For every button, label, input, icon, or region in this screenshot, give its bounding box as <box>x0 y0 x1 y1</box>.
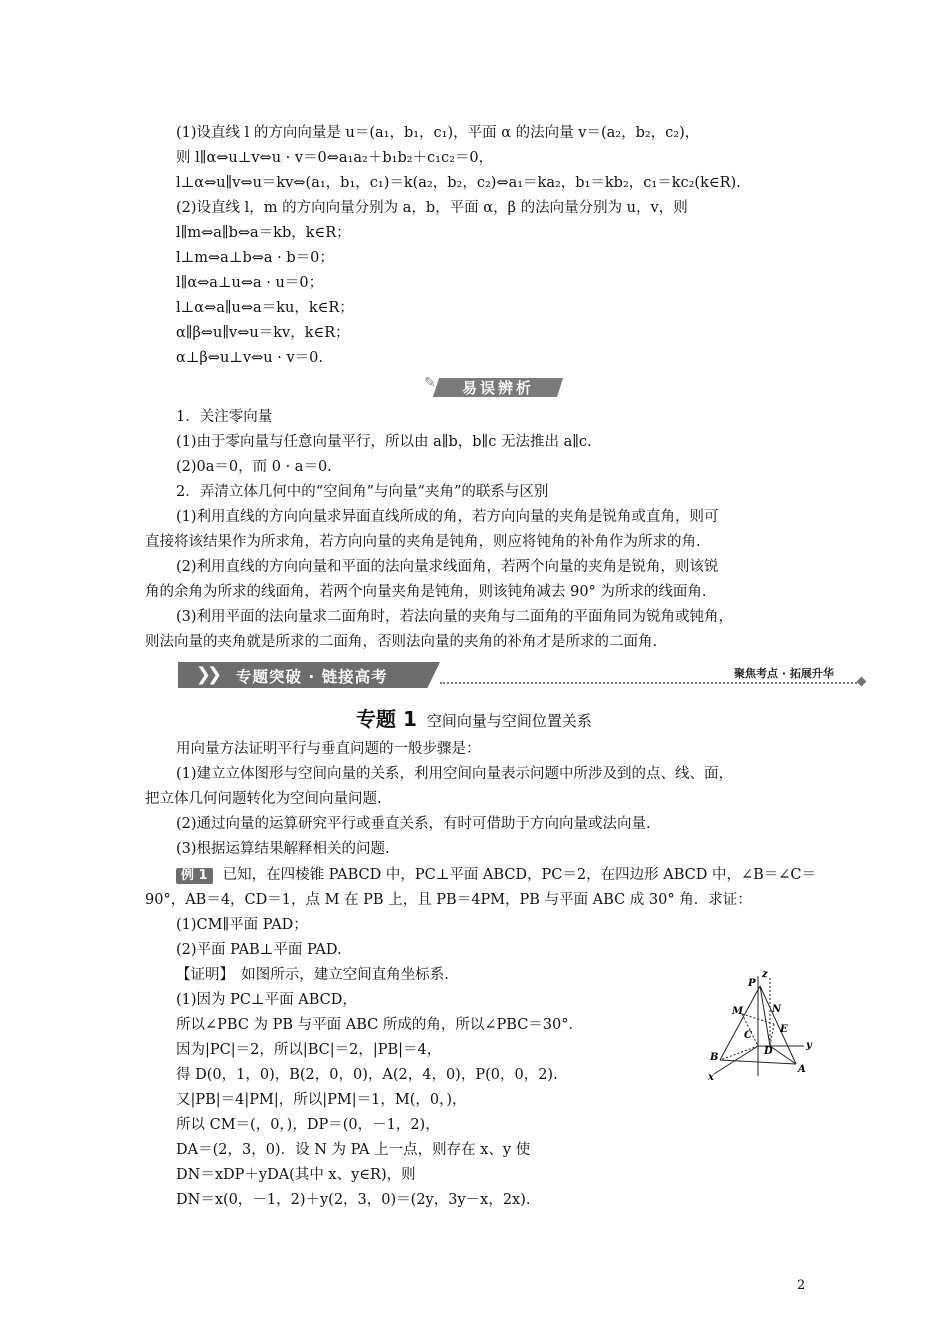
example-badge: 例 1 <box>176 868 213 884</box>
text-line: (2)通过向量的运算研究平行或垂直关系，有时可借助于方向向量或法向量. <box>176 816 651 832</box>
text-line: (1)由于零向量与任意向量平行，所以由 a∥b，b∥c 无法推出 a∥c. <box>176 434 592 450</box>
section-banner-errors <box>424 375 564 399</box>
label-e: E <box>780 1024 788 1035</box>
example-text: 已知，在四棱锥 PABCD 中，PC⊥平面 ABCD，PC＝2，在四边形 ABCD 中，∠B＝∠C＝ <box>222 867 817 883</box>
text-line: 得 D(0，1，0)，B(2，0，0)，A(2，4，0)，P(0，0，2). <box>176 1067 558 1083</box>
page-number: 2 <box>797 1278 806 1293</box>
text-line: DA＝(2，3，0)．设 N 为 PA 上一点，则存在 x、y 使 <box>176 1142 531 1158</box>
text-line: l∥α⇔a⊥u⇔a · u＝0； <box>176 275 324 291</box>
text-line: 则法向量的夹角就是所求的二面角，否则法向量的夹角的补角才是所求的二面角. <box>145 634 658 650</box>
text-line: 又|PB|＝4|PM|，所以|PM|＝1，M(，0，)， <box>176 1092 467 1108</box>
text-line: DN＝x(0，－1，2)＋y(2，3，0)＝(2y，3y－x，2x). <box>176 1192 531 1208</box>
text-line: (1)CM∥平面 PAD； <box>176 917 308 933</box>
label-c: C <box>744 1030 752 1041</box>
text-line: 角的余角为所求的线面角，若两个向量夹角是钝角，则该钝角减去 90° 为所求的线面角. <box>145 584 707 600</box>
dotted-divider <box>440 682 860 684</box>
text-line: (1)建立立体图形与空间向量的关系，利用空间向量表示问题中所涉及到的点、线、面， <box>176 766 734 782</box>
text-line: 2．弄清立体几何中的“空间角”与向量“夹角”的联系与区别 <box>176 484 549 500</box>
topic-subtitle: 空间向量与空间位置关系 <box>426 712 592 730</box>
text-line: (1)设直线 l 的方向向量是 u＝(a₁，b₁，c₁)，平面 α 的法向量 v＝(a₂，b₂，c₂)， <box>176 125 700 141</box>
label-x: x <box>708 1072 714 1083</box>
text-line: (3)利用平面的法向量求二面角时，若法向量的夹角与二面角的平面角同为锐角或钝角， <box>176 609 734 625</box>
text-line: (3)根据运算结果解释相关的问题. <box>176 841 390 857</box>
label-b: B <box>710 1052 719 1063</box>
label-a: A <box>798 1064 806 1075</box>
text-line: (1)因为 PC⊥平面 ABCD， <box>176 992 357 1008</box>
section-tagline: 聚焦考点 · 拓展升华 <box>734 667 834 680</box>
pyramid-figure <box>700 968 820 1083</box>
text-line: 【证明】 如图所示，建立空间直角坐标系. <box>176 967 449 983</box>
text-line: l⊥α⇔a∥u⇔a＝ku，k∈R； <box>176 300 354 316</box>
example-line <box>176 866 816 884</box>
section-title: 专题突破 · 链接高考 <box>236 668 388 686</box>
section-title: 易误辨析 <box>461 379 534 397</box>
text-line: (2)设直线 l，m 的方向向量分别为 a，b，平面 α，β 的法向量分别为 u，v，则 <box>176 200 688 216</box>
text-line: 所以∠PBC 为 PB 与平面 ABC 所成的角，所以∠PBC＝30°． <box>176 1017 583 1033</box>
text-line: l∥m⇔a∥b⇔a＝kb，k∈R； <box>176 225 351 241</box>
pencil-icon: ✎ <box>424 375 436 391</box>
text-line: (1)利用直线的方向向量求异面直线所成的角，若方向向量的夹角是锐角或直角，则可 <box>176 509 719 525</box>
diamond-icon <box>857 677 867 687</box>
text-line: 因为|PC|＝2，所以|BC|＝2，|PB|＝4， <box>176 1042 442 1058</box>
label-m: M <box>732 1006 744 1017</box>
text-line: α⊥β⇔u⊥v⇔u · v＝0. <box>176 350 323 366</box>
text-line: (2)平面 PAB⊥平面 PAD. <box>176 942 342 958</box>
text-line: 直接将该结果作为所求角，若方向向量的夹角是钝角，则应将钝角的补角作为所求的角. <box>145 534 701 550</box>
topic-heading <box>356 703 592 732</box>
text-line: 则 l∥α⇔u⊥v⇔u · v＝0⇔a₁a₂＋b₁b₂＋c₁c₂＝0， <box>176 150 494 166</box>
section-banner-topics <box>178 662 868 690</box>
topic-number: 专题 1 <box>356 707 417 731</box>
text-line: 所以 CM＝(，0，)，DP＝(0，－1，2)， <box>176 1117 440 1133</box>
label-z: z <box>762 969 768 980</box>
label-n: N <box>772 1004 782 1015</box>
text-line: 把立体几何问题转化为空间向量问题. <box>145 791 382 807</box>
text-line: (2)0a＝0，而 0 · a＝0. <box>176 459 332 475</box>
text-line: α∥β⇔u∥v⇔u＝kv，k∈R； <box>176 325 350 341</box>
text-line: l⊥m⇔a⊥b⇔a · b＝0； <box>176 250 334 266</box>
text-line: 90°，AB＝4，CD＝1，点 M 在 PB 上，且 PB＝4PM，PB 与平面 ABC 成 30° 角．求证： <box>145 892 752 908</box>
text-line: l⊥α⇔u∥v⇔u＝kv⇔(a₁，b₁，c₁)＝k(a₂，b₂，c₂)⇔a₁＝ka₂，b₁＝kb₂，c₁＝kc₂(k∈R). <box>176 175 741 191</box>
label-d: D <box>764 1046 773 1057</box>
label-p: P <box>748 978 756 989</box>
text-line: DN＝xDP＋yDA(其中 x、y∈R)，则 <box>176 1167 416 1183</box>
text-line: 1．关注零向量 <box>176 409 273 425</box>
text-line: 用向量方法证明平行与垂直问题的一般步骤是： <box>176 741 481 757</box>
double-chevron-icon: ❯❯ <box>178 662 236 688</box>
text-line: (2)利用直线的方向向量和平面的法向量求线面角，若两个向量的夹角是锐角，则该锐 <box>176 559 719 575</box>
label-y: y <box>806 1040 812 1051</box>
